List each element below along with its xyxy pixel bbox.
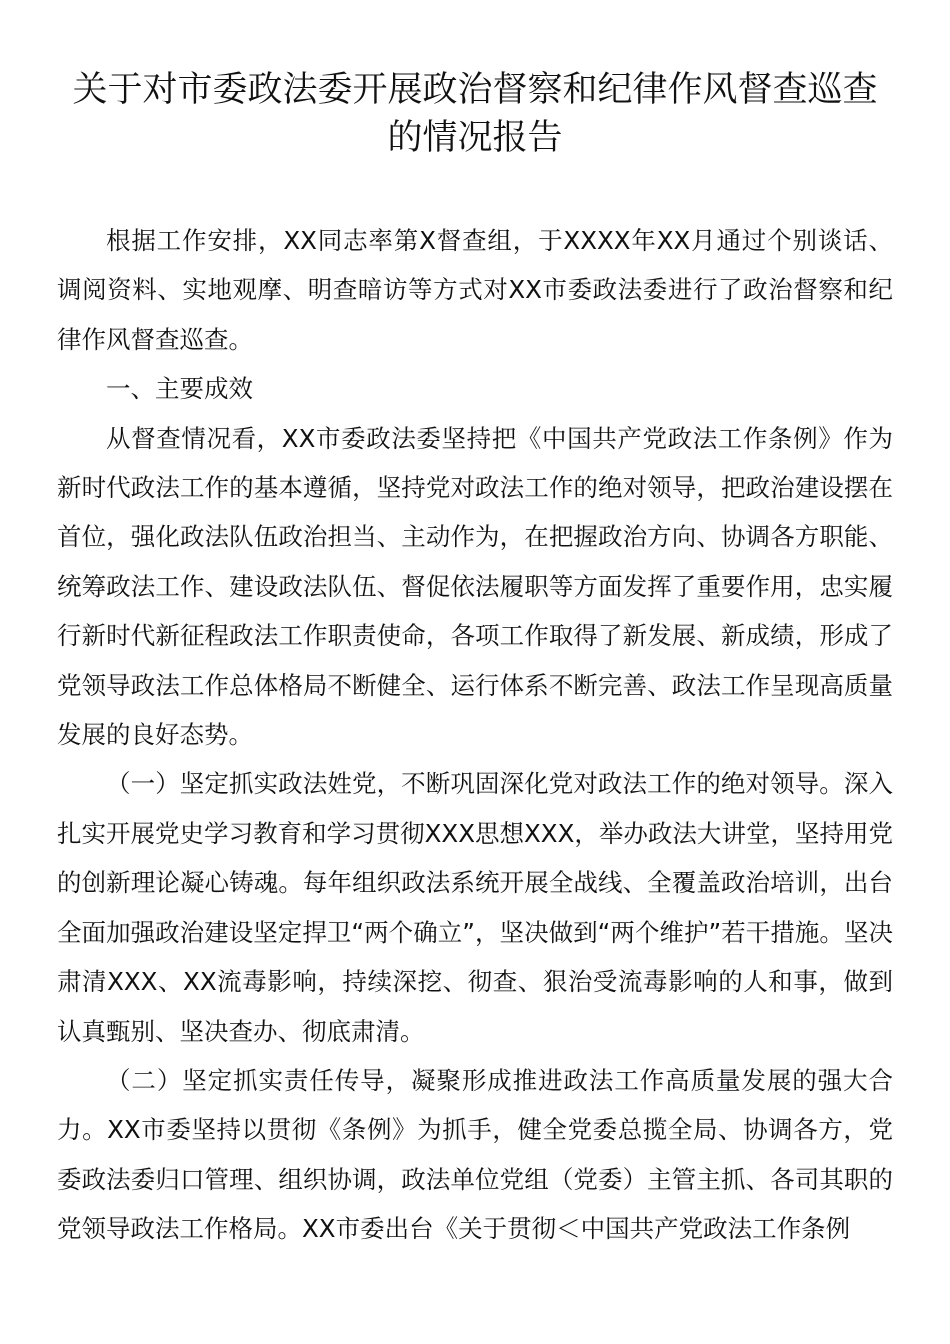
title-line-2: 的情况报告 [387, 118, 563, 158]
document-title [40, 66, 910, 162]
paragraph-intro: 根据工作安排，XX同志率第X督查组，于XXXX年XX月通过个别谈话、调阅资料、实地观摩、明查暗访等方式对XX市委政法委进行了政治督察和纪律作风督查巡查。 [57, 226, 893, 354]
title-line-1: 关于对市委政法委开展政治督察和纪律作风督查巡查 [72, 70, 878, 110]
paragraph-point-1: （一）坚定抓实政法姓党，不断巩固深化党对政法工作的绝对领导。深入扎实开展党史学习教育和学习贯彻XXX思想XXX，举办政法大讲堂，坚持用党的创新理论凝心铸魂。每年组织政法系统开展全战线、全覆盖政治培训，出台全面加强政治建设坚定捍卫“两个确立”，坚决做到“两个维护”若干措施。坚决肃清XXX、XX流毒影响，持续深挖、彻查、狠治受流毒影响的人和事，做到认真甄别、坚决查办、彻底肃清。 [57, 769, 893, 1046]
paragraph-point-2: （二）坚定抓实责任传导，凝聚形成推进政法工作高质量发展的强大合力。XX市委坚持以贯彻《条例》为抓手，健全党委总揽全局、协调各方，党委政法委归口管理、组织协调，政法单位党组（党委）主管主抓、各司其职的党领导政法工作格局。XX市委出台《关于贯彻＜中国共产党政法工作条例 [57, 1065, 893, 1244]
section-heading-main-achievements: 一、主要成效 [106, 374, 253, 404]
paragraph-overview: 从督查情况看，XX市委政法委坚持把《中国共产党政法工作条例》作为新时代政法工作的基本遵循，坚持党对政法工作的绝对领导，把政治建设摆在首位，强化政法队伍政治担当、主动作为，在把握政治方向、协调各方职能、统筹政法工作、建设政法队伍、督促依法履职等方面发挥了重要作用，忠实履行新时代新征程政法工作职责使命，各项工作取得了新发展、新成绩，形成了党领导政法工作总体格局不断健全、运行体系不断完善、政法工作呈现高质量发展的良好态势。 [57, 423, 893, 750]
document-body [57, 216, 893, 1254]
